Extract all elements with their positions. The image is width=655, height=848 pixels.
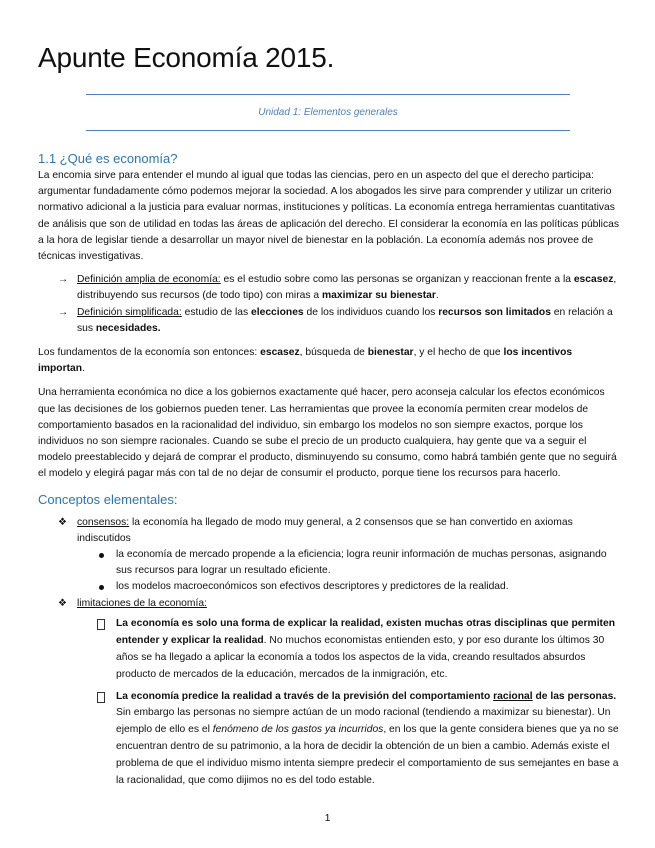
arrow-right-icon: → [58, 274, 69, 286]
list-item: La economía es solo una forma de explicar la realidad, existen muchas otras disciplinas que permiten entender y explicar la realidad. No muchos economistas entienden esto, y por eso durante los últimos 30 años se ha llegado a aplicar la economía a todos los aspectos de la vida, creando resultados absurdos producto de mercados de la educación, mercados de la inmigración, etc. [97, 616, 620, 684]
paragraph-herramientas: Una herramienta económica no dice a los gobiernos exactamente qué hacer, pero aconseja calcular los efectos económicos que las decisiones de los gobiernos pueden tener. Las herramientas que provee la economía permiten crear modelos de comportamiento basados en la racionalidad del individuo, sin embargo los modelos no son siempre exactos, porque los individuos no son siempre racionales. Cuando se sube el precio de un producto cualquiera, hay gente que va a seguir el modelo preestablecido y dejará de comprar el producto, disminuyendo su consumo, como habrá también gente que no seguirá el modelo y elegirá pagar más con tal de no dejar de consumir el producto, porque tiene los recursos para hacerlo. [38, 387, 617, 480]
divider-top [86, 94, 570, 95]
paragraph-fundamentos: Los fundamentos de la economía son entonces: escasez, búsqueda de bienestar, y el hecho de que los incentivos importan. [38, 347, 573, 375]
square-bullet-icon [97, 692, 105, 703]
limitaciones-list [97, 616, 620, 790]
list-item: ❖ limitaciones de la economía: La economía es solo una forma de explicar la realidad, existen muchas otras disciplinas que permiten entender y explicar la realidad. No muchos economistas entienden esto, y por eso durante los últimos 30 años se ha llegado a aplicar la economía a todos los aspectos de la vida, creando resultados absurdos producto de mercados de la educación, mercados de la inmigración, etc. La economía predice la realidad a través de la previsión del comportamiento racional de las personas. Sin embargo las personas no siempre actúan de un modo racional (tendiendo a maximizar su bienestar). Un ejemplo de ello es el fenómeno de los gastos ya incurridos, en los que la gente considera bienes que ya no se encuentran dentro de su patrimonio, a la hora de decidir la obtención de un bien a cambio. Además existe el problema de que el individuo mismo intenta siempre predecir el comportamiento de sus semejantes en base a la racionalidad, que como dijimos no es del todo estable. [58, 596, 620, 790]
list-item: → Definición amplia de economía: es el estudio sobre como las personas se organizan y reaccionan frente a la escasez, distribuyendo sus recursos (de todo tipo) con miras a maximizar su bienestar. [58, 274, 617, 302]
document-title: Apunte Economía 2015. [38, 42, 335, 73]
page-number: 1 [324, 812, 331, 824]
list-item: La economía predice la realidad a través de la previsión del comportamiento racional de las personas. Sin embargo las personas no siempre actúan de un modo racional (tendiendo a maximizar su bienestar). Un ejemplo de ello es el fenómeno de los gastos ya incurridos, en los que la gente considera bienes que ya no se encuentran dentro de su patrimonio, a la hora de decidir la obtención de un bien a cambio. Además existe el problema de que el individuo mismo intenta siempre predecir el comportamiento de sus semejantes en base a la racionalidad, que como dijimos no es del todo estable. [97, 689, 620, 790]
paragraph-intro: La encomia sirve para entender el mundo al igual que todas las ciencias, pero en un aspecto del que el derecho participa: argumentar fundadamente cómo podemos mejorar la sociedad. A los abogados les sirve para comprender y utilizar un criterio normativo adicional a la justicia para evaluar normas, instituciones y políticas. La economía entrega herramientas cuantitativas de análisis que son de utilidad en todas las áreas de aplicación del derecho. El considerar la economía en las políticas públicas a la hora de legislar tiende a desarrollar un mayor nivel de bienestar en la población. La economía además nos provee de técnicas investigativas. [38, 170, 619, 263]
unit-subtitle: Unidad 1: Elementos generales [258, 107, 398, 118]
list-item: los modelos macroeconómicos son efectivos descriptores y predictores de la realidad. [97, 579, 620, 595]
list-item: → Definición simplificada: estudio de las elecciones de los individuos cuando los recursos son limitados en relación a sus necesidades. [58, 306, 613, 334]
consensos-list [97, 547, 620, 596]
arrow-right-icon: → [58, 306, 69, 318]
section-heading-economia: 1.1 ¿Qué es economía? [38, 151, 178, 166]
square-bullet-icon [97, 619, 105, 630]
concepts-list [58, 515, 620, 790]
divider-bottom [86, 130, 570, 131]
section-heading-conceptos: Conceptos elementales: [38, 491, 178, 507]
diamond-bullet-icon: ❖ [58, 597, 67, 609]
document-body [38, 150, 620, 790]
bullet-icon [99, 585, 104, 590]
list-item: la economía de mercado propende a la eficiencia; logra reunir información de muchas personas, asignando sus recursos para lograr un resultado eficiente. [97, 547, 620, 579]
list-item: ❖ consensos: la economía ha llegado de modo muy general, a 2 consensos que se han convertido en axiomas indiscutidos la economía de mercado propende a la eficiencia; logra reunir información de muchas personas, asignando sus recursos para lograr un resultado eficiente. los modelos macroeconómicos son efectivos descriptores y predictores de la realidad. [58, 515, 620, 596]
diamond-bullet-icon: ❖ [58, 516, 67, 528]
bullet-icon [99, 553, 104, 558]
definitions-list [58, 272, 620, 337]
